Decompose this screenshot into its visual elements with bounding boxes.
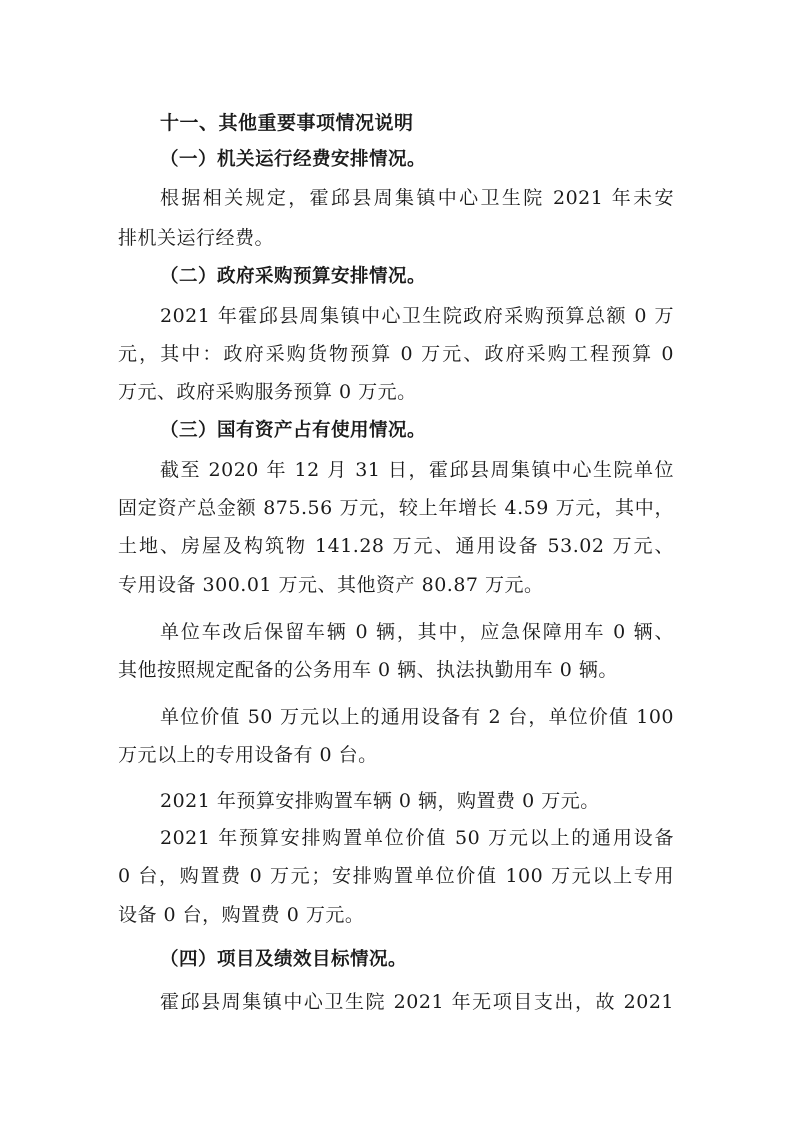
paragraph-line: 2021 年霍邱县周集镇中心卫生院政府采购预算总额 0 万 xyxy=(160,305,674,327)
paragraph-line: 固定资产总金额 875.56 万元，较上年增长 4.59 万元，其中， xyxy=(118,497,674,519)
paragraph-line: 元，其中：政府采购货物预算 0 万元、政府采购工程预算 0 xyxy=(118,343,674,365)
paragraph-line: 0 台，购置费 0 万元；安排购置单位价值 100 万元以上专用 xyxy=(118,865,674,887)
paragraph-line: 根据相关规定，霍邱县周集镇中心卫生院 2021 年未安 xyxy=(160,187,674,209)
paragraph-line: 排机关运行经费。 xyxy=(118,227,275,249)
paragraph-line: 土地、房屋及构筑物 141.28 万元、通用设备 53.02 万元、 xyxy=(118,535,674,557)
paragraph-line: 万元、政府采购服务预算 0 万元。 xyxy=(118,381,417,403)
paragraph-line: 霍邱县周集镇中心卫生院 2021 年无项目支出，故 2021 xyxy=(160,991,674,1013)
section-title: 十一、其他重要事项情况说明 xyxy=(160,112,414,134)
subsection-title-2: （二）政府采购预算安排情况。 xyxy=(160,266,427,287)
paragraph-line: 2021 年预算安排购置单位价值 50 万元以上的通用设备 xyxy=(160,827,674,849)
paragraph-line: 2021 年预算安排购置车辆 0 辆，购置费 0 万元。 xyxy=(160,790,600,812)
paragraph-line: 其他按照规定配备的公务用车 0 辆、执法执勤用车 0 辆。 xyxy=(118,659,618,681)
paragraph-line: 单位车改后保留车辆 0 辆，其中，应急保障用车 0 辆、 xyxy=(160,621,674,643)
paragraph-line: 单位价值 50 万元以上的通用设备有 2 台，单位价值 100 xyxy=(160,706,674,728)
paragraph-line: 截至 2020 年 12 月 31 日，霍邱县周集镇中心生院单位 xyxy=(160,459,674,481)
subsection-title-1: （一）机关运行经费安排情况。 xyxy=(160,149,427,170)
subsection-title-3: （三）国有资产占有使用情况。 xyxy=(160,420,427,441)
paragraph-line: 设备 0 台，购置费 0 万元。 xyxy=(118,904,365,926)
subsection-title-4: （四）项目及绩效目标情况。 xyxy=(160,949,408,970)
paragraph-line: 专用设备 300.01 万元、其他资产 80.87 万元。 xyxy=(118,574,544,596)
paragraph-line: 万元以上的专用设备有 0 台。 xyxy=(118,744,378,766)
